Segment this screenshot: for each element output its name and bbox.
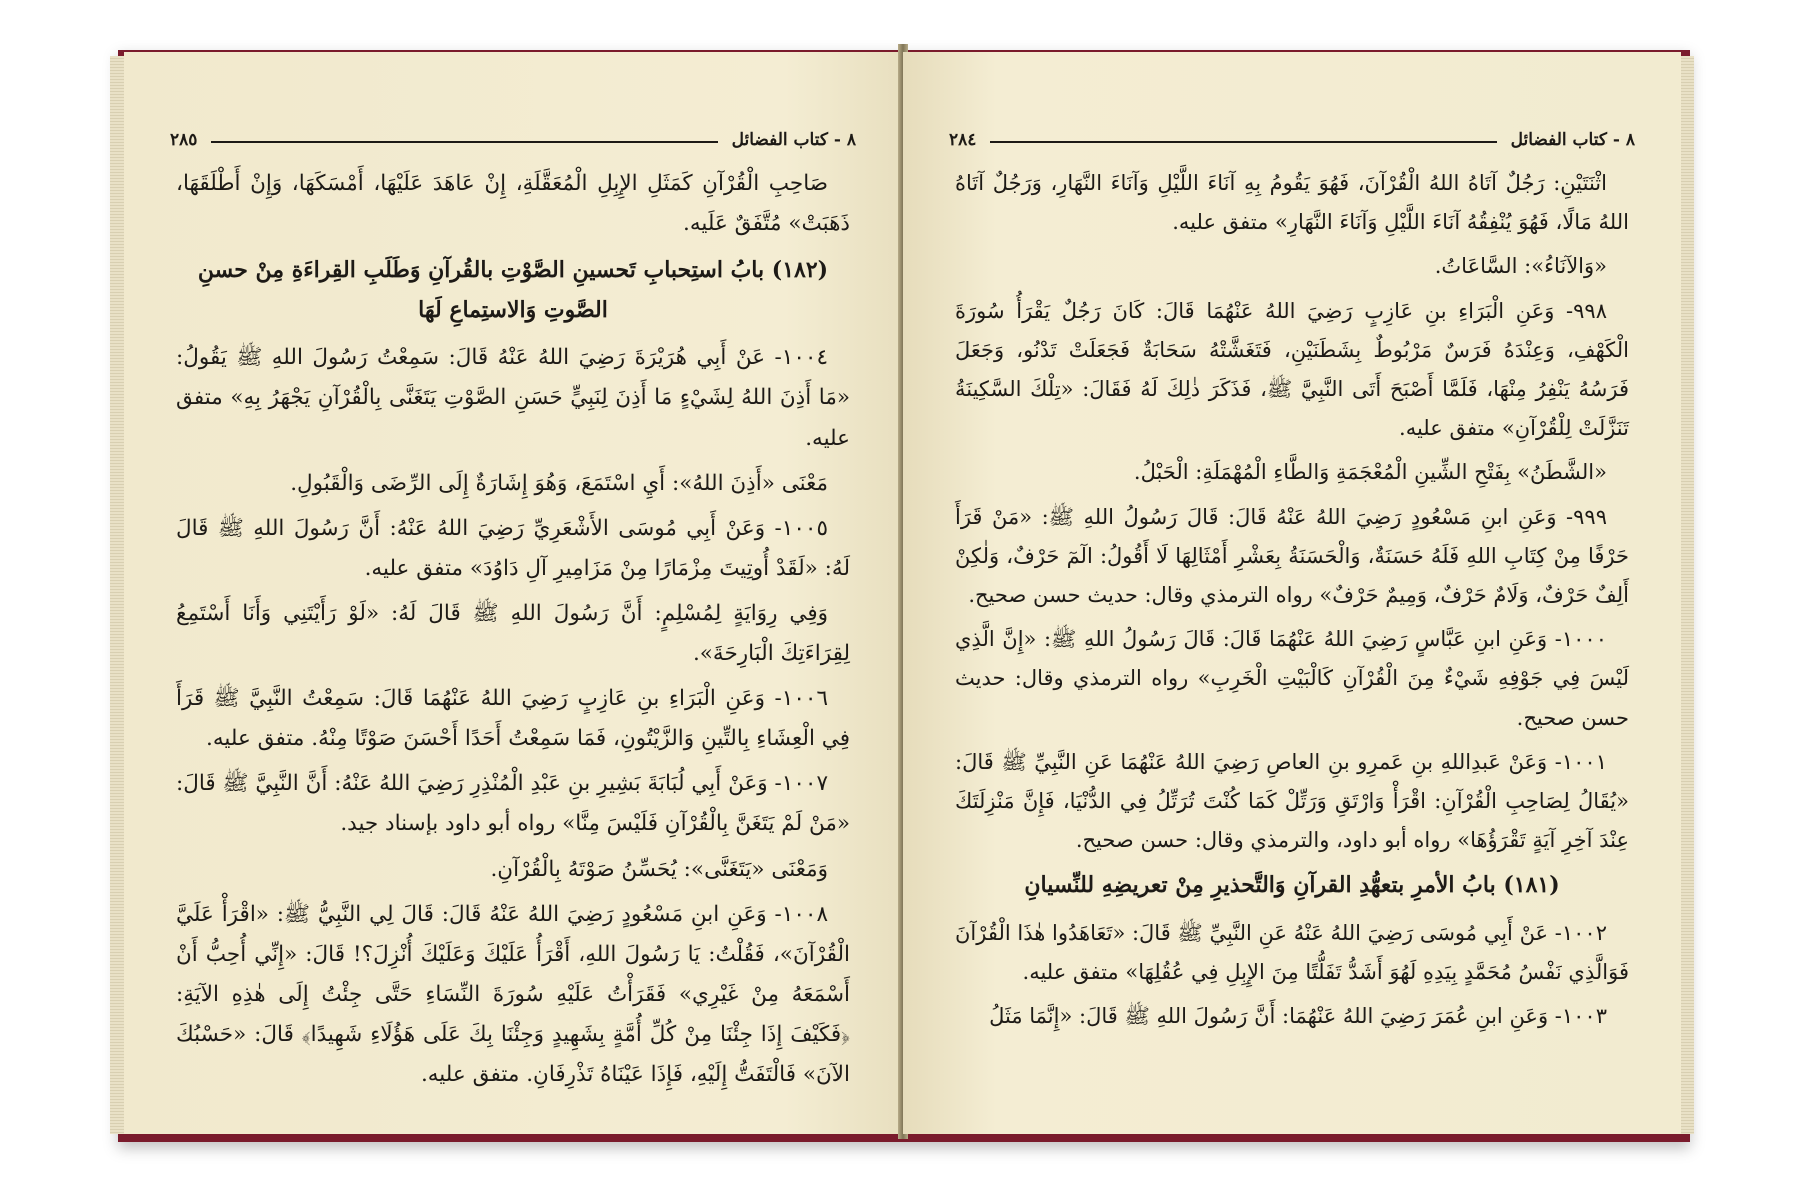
page-edges-right xyxy=(1680,56,1694,1134)
paragraph: «الشَّطَنُ» بِفَتْحِ الشِّينِ الْمُعْجَمَةِ وَالطَّاءِ الْمُهْمَلَةِ: الْحَبْلُ. xyxy=(1133,460,1607,485)
header-rule xyxy=(990,141,1496,143)
page-header xyxy=(170,120,856,150)
header-rule xyxy=(211,141,717,143)
paragraph: ٩٩٨- وَعَنِ الْبَرَاءِ بنِ عَازِبٍ رَضِيَ اللهُ عَنْهُمَا قَالَ: كَانَ رَجُلٌ يَقْرَأُ سُورَةَ الْكَهْفِ، وَعِنْدَهُ فَرَسٌ مَرْبُوطٌ بِشَطَنَيْنِ، فَتَغَشَّتْهُ سَحَابَةٌ فَجَعَلَتْ تَدْنُو، وَجَعَلَ فَرَسُهُ يَنْفِرُ مِنْهَا، فَلَمَّا أَصْبَحَ أَتَى النَّبِيَّ ﷺ، فَذَكَرَ ذٰلِكَ لَهُ فَقَالَ: «تِلْكَ السَّكِينَةُ تَنَزَّلَتْ لِلْقُرْآنِ» متفق عليه. xyxy=(955,298,1629,441)
page-body xyxy=(955,164,1629,1041)
paragraph: ٩٩٩- وَعَنِ ابنِ مَسْعُودٍ رَضِيَ اللهُ عَنْهُ قَالَ: قَالَ رَسُولُ اللهِ ﷺ: «مَنْ قَرَأَ حَرْفًا مِنْ كِتَابِ اللهِ فَلَهُ حَسَنَةٌ، وَالْحَسَنَةُ بِعَشْرِ أَمْثَالِهَا لَا أَقُولُ: الٓمٓ حَرْفٌ، وَلٰكِنْ أَلِفٌ حَرْفٌ، وَلَامٌ حَرْفٌ، وَمِيمٌ حَرْفٌ» رواه الترمذي وقال: حديث حسن صحيح. xyxy=(955,504,1629,608)
page-number: ٢٨٤ xyxy=(949,130,977,150)
paragraph: «وَالآنَاءُ»: السَّاعَاتُ. xyxy=(1434,254,1607,279)
paragraph: ١٠٠٧- وَعَنْ أَبِي لُبَابَةَ بَشِيرِ بنِ عَبْدِ الْمُنْذِرِ رَضِيَ اللهُ عَنْهُ: أَنَّ النَّبِيَّ ﷺ قَالَ: «مَنْ لَمْ يَتَغَنَّ بِالْقُرْآنِ فَلَيْسَ مِنَّا» رواه أبو داود بإسناد جيد. xyxy=(176,771,850,837)
paragraph: صَاحِبِ الْقُرْآنِ كَمَثَلِ الإِبِلِ الْمُعَقَّلَةِ، إِنْ عَاهَدَ عَلَيْهَا، أَمْسَكَهَا، وَإِنْ أَطْلَقَهَا، ذَهَبَتْ» مُتَّفَقٌ عَلَيه. xyxy=(176,171,850,237)
page-header xyxy=(949,120,1635,150)
paragraph: ١٠٠٣- وَعَنِ ابنِ عُمَرَ رَضِيَ اللهُ عَنْهُمَا: أَنَّ رَسُولَ اللهِ ﷺ قَالَ: «إِنَّمَا مَثَلُ xyxy=(989,1004,1607,1029)
paragraph: ١٠٠٢- عَنْ أَبِي مُوسَى رَضِيَ اللهُ عَنْهُ عَنِ النَّبِيِّ ﷺ قَالَ: «تَعَاهَدُوا هٰذَا الْقُرْآنَ فَوَالَّذِي نَفْسُ مُحَمَّدٍ بِيَدِهِ لَهُوَ أَشَدُّ تَفَلُّتًا مِنَ الإِبِلِ فِي عُقُلِهَا» متفق عليه. xyxy=(955,920,1629,984)
paragraph: مَعْنَى «أَذِنَ اللهُ»: أَيِ اسْتَمَعَ، وَهُوَ إِشَارَةٌ إِلَى الرِّضَى وَالْقَبُولِ. xyxy=(290,470,828,496)
paragraph: اثْنَتَيْنِ: رَجُلٌ آتَاهُ اللهُ الْقُرْآنَ، فَهُوَ يَقُومُ بِهِ آنَاءَ اللَّيْلِ وَآنَاءَ النَّهَارِ، وَرَجُلٌ آتَاهُ اللهُ مَالًا، فَهُوَ يُنْفِقُهُ آنَاءَ اللَّيْلِ وَآنَاءَ النَّهَارِ» متفق عليه. xyxy=(955,171,1629,235)
paragraph: ١٠٠٥- وَعَنْ أَبِي مُوسَى الأَشْعَرِيِّ رَضِيَ اللهُ عَنْهُ: أَنَّ رَسُولَ اللهِ ﷺ قَالَ لَهُ: «لَقَدْ أُوتِيتَ مِزْمَارًا مِنْ مَزَامِيرِ آلِ دَاوُدَ» متفق عليه. xyxy=(176,515,850,581)
paragraph: وَفِي رِوَايَةٍ لِمُسْلِمٍ: أَنَّ رَسُولَ اللهِ ﷺ قَالَ لَهُ: «لَوْ رَأَيْتَنِي وَأَنَا أَسْتَمِعُ لِقِرَاءَتِكَ الْبَارِحَةَ». xyxy=(176,600,850,667)
section-heading: (١٨٢) بابُ استِحبابِ تَحسينِ الصَّوْتِ بالقُرآنِ وَطَلَبِ القِراءَةِ مِنْ حسنِ الصَّوتِ وَالاستِماعِ لَهَا xyxy=(197,257,829,324)
page-edges-left xyxy=(110,56,124,1134)
left-page xyxy=(124,52,902,1134)
paragraph: وَمَعْنَى «يَتَغَنَّى»: يُحَسِّنُ صَوْتَهُ بِالْقُرْآنِ. xyxy=(490,856,828,882)
running-title: ٨ - كتاب الفضائل xyxy=(731,130,856,150)
paragraph: ١٠٠١- وَعَنْ عَبدِاللهِ بنِ عَمرِو بنِ العاصِ رَضِيَ اللهُ عَنْهُمَا عَنِ النَّبِيِّ ﷺ قَالَ: «يُقَالُ لِصَاحِبِ الْقُرْآنِ: اقْرَأْ وَارْتَقِ وَرَتِّلْ كَمَا كُنْتَ تُرَتِّلُ فِي الدُّنْيَا، فَإِنَّ مَنْزِلَتَكَ عِنْدَ آخِرِ آيَةٍ تَقْرَؤُهَا» رواه أبو داود، والترمذي وقال: حسن صحيح. xyxy=(955,749,1629,853)
paragraph: ١٠٠٦- وَعَنِ الْبَرَاءِ بنِ عَازِبٍ رَضِيَ اللهُ عَنْهُمَا قَالَ: سَمِعْتُ النَّبِيَّ ﷺ قَرَأَ فِي الْعِشَاءِ بِالتِّينِ وَالزَّيْتُونِ، فَمَا سَمِعْتُ أَحَدًا أَحْسَنَ صَوْتًا مِنْهُ. متفق عليه. xyxy=(176,686,850,752)
paragraph: ١٠٠٠- وَعَنِ ابنِ عَبَّاسٍ رَضِيَ اللهُ عَنْهُمَا قَالَ: قَالَ رَسُولُ اللهِ ﷺ: «إِنَّ الَّذِي لَيْسَ فِي جَوْفِهِ شَيْءٌ مِنَ الْقُرْآنِ كَالْبَيْتِ الْخَرِبِ» رواه الترمذي وقال: حديث حسن صحيح. xyxy=(955,627,1629,730)
paragraph: ١٠٠٨- وَعَنِ ابنِ مَسْعُودٍ رَضِيَ اللهُ عَنْهُ قَالَ: قَالَ لِي النَّبِيُّ ﷺ: «اقْرَأْ عَلَيَّ الْقُرْآنَ»، فَقُلْتُ: يَا رَسُولَ اللهِ، أَقْرَأُ عَلَيْكَ وَعَلَيْكَ أُنْزِلَ؟! قَالَ: «إِنِّي أُحِبُّ أَنْ أَسْمَعَهُ مِنْ غَيْرِي» فَقَرَأْتُ عَلَيْهِ سُورَةَ النِّسَاءِ حَتَّى جِئْتُ إِلَى هٰذِهِ الآيَةِ: ﴿فَكَيْفَ إِذَا جِئْنَا مِنْ كُلِّ أُمَّةٍ بِشَهِيدٍ وَجِئْنَا بِكَ عَلَى هَؤُلَاءِ شَهِيدًا﴾ قَالَ: «حَسْبُكَ الآنَ» فَالْتَفَتُّ إِلَيْهِ، فَإِذَا عَيْنَاهُ تَذْرِفَانِ. متفق عليه. xyxy=(176,901,850,1087)
section-heading: (١٨١) بابُ الأمرِ بتعهُّدِ القرآنِ وَالتَّحذيرِ مِنْ تعريضِهِ للنِّسيانِ xyxy=(1024,872,1560,899)
right-page xyxy=(903,52,1681,1134)
page-body xyxy=(176,164,850,1100)
page-number: ٢٨٥ xyxy=(170,130,198,150)
running-title: ٨ - كتاب الفضائل xyxy=(1510,130,1635,150)
paragraph: ١٠٠٤- عَنْ أَبِي هُرَيْرَةَ رَضِيَ اللهُ عَنْهُ قَالَ: سَمِعْتُ رَسُولَ اللهِ ﷺ يَقُولُ: «مَا أَذِنَ اللهُ لِشَيْءٍ مَا أَذِنَ لِنَبِيٍّ حَسَنِ الصَّوْتِ يَتَغَنَّى بِالْقُرْآنِ يَجْهَرُ بِهِ» متفق عليه. xyxy=(176,345,850,451)
